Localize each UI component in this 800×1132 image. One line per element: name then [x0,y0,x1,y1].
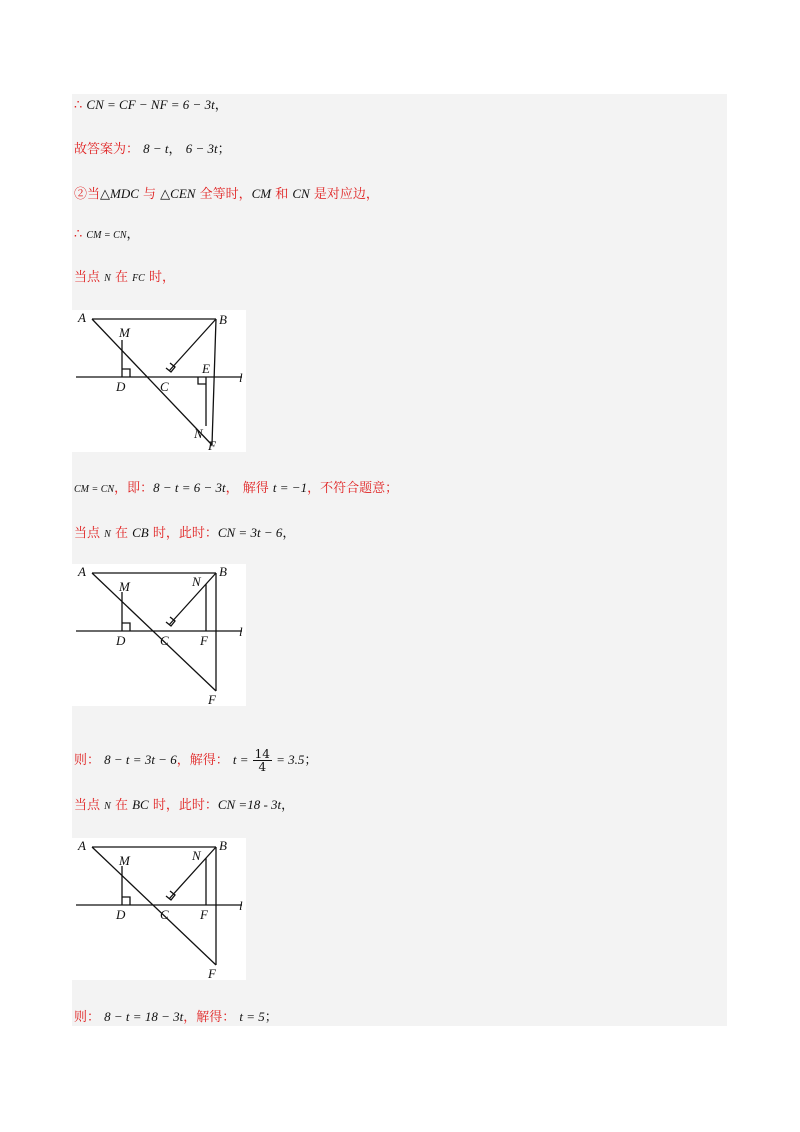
label-d: D [116,633,126,648]
therefore-symbol: ∴ [74,98,83,113]
triangle-cen: △CEN [160,186,196,201]
punct: ， [168,142,182,157]
label-c: C [160,907,169,922]
formula: CM = CN [74,484,115,495]
text: 当点 [74,526,105,541]
label-m: M [119,325,130,340]
text: ②当 [74,187,101,202]
text: 时， [144,270,175,285]
text: ， 解得 [225,481,273,496]
text: ，不符合题意； [307,481,399,496]
text: 则： [74,1010,101,1025]
label-n: N [192,848,201,863]
line-case-3-result [74,1008,278,1027]
segment-bc: BC [132,797,149,812]
label-d: D [116,907,126,922]
side-cm: CM [251,186,272,201]
equation: 8 − t = 3t − 6 [104,752,177,767]
label-b: B [219,312,227,327]
text: 当点 [74,798,105,813]
label-e: E [202,361,210,376]
segment-cb: CB [132,525,149,540]
label-a: A [78,838,86,853]
text: 当点 [74,270,105,285]
text: 在 [110,798,133,813]
punct: ； [217,142,231,157]
text: ，解得： [183,1010,236,1025]
line-answer [74,140,231,159]
label-d: D [116,379,126,394]
solution: t = −1 [272,480,308,495]
punct: ， [281,798,295,813]
side-cn: CN [292,186,310,201]
punct: ， [214,98,228,113]
line-n-on-bc [74,796,294,816]
punct: ； [264,1010,278,1025]
point-n: N [104,529,111,540]
label-f: F [208,692,216,706]
answer-a: 8 − t [143,141,169,156]
label-f-foot: F [200,633,208,648]
geometry-figure-3 [72,838,246,980]
answer-label: 故答案为： [74,142,140,157]
geometry-figure-2 [72,564,246,706]
text: 是对应边， [309,187,379,202]
label-a: A [78,564,86,579]
point-n: N [104,273,111,284]
label-l: l [239,370,243,385]
text: 则： [74,753,101,768]
formula: CM = CN [86,230,127,241]
fraction [253,748,272,773]
text: 在 [110,270,133,285]
label-c: C [160,633,169,648]
text: ，解得： [176,753,229,768]
line-congruent-case [74,185,379,204]
label-f: F [208,438,216,452]
label-n: N [192,574,201,589]
label-n: N [194,426,203,441]
equation: 8 − t = 18 − 3t [104,1009,184,1024]
label-f-foot: F [200,907,208,922]
formula: CN = CF − NF = 6 − 3t [86,97,215,112]
fraction-numerator: 14 [254,747,270,761]
label-b: B [219,838,227,853]
text: 全等时， [195,187,252,202]
solution: t = 5 [239,1009,265,1024]
geometry-figure-1 [72,310,246,452]
line-case-2-result [74,745,317,776]
punct: ， [126,227,140,242]
formula: CN = 3t − 6 [217,525,283,540]
label-c: C [160,379,169,394]
therefore-symbol: ∴ [74,227,83,242]
solution-lhs: t = [232,752,249,767]
line-cm-cn [74,226,140,245]
text: 时，此时： [148,526,218,541]
segment-fc: FC [132,273,145,284]
line-case-1-result [74,479,398,499]
text: 在 [110,526,133,541]
figure-2-svg [72,564,246,706]
label-m: M [119,853,130,868]
text: 与 [138,187,161,202]
solution-rhs: = 3.5 [276,752,305,767]
label-a: A [78,310,86,325]
punct: ， [282,526,296,541]
fraction-denominator: 4 [258,760,267,774]
label-l: l [239,898,243,913]
triangle-mdc: △MDC [100,186,139,201]
line-cn-cf-nf [74,96,228,115]
text: ，即： [114,481,154,496]
answer-b: 6 − 3t [185,141,218,156]
figure-1-svg [72,310,246,452]
figure-3-svg [72,838,246,980]
point-n: N [104,801,111,812]
punct: ； [304,753,318,768]
line-n-on-fc [74,269,175,288]
formula: CN =18 - 3t [217,797,282,812]
equation: 8 − t = 6 − 3t [153,480,226,495]
label-b: B [219,564,227,579]
label-l: l [239,624,243,639]
label-m: M [119,579,130,594]
line-n-on-cb [74,524,295,544]
label-f: F [208,966,216,980]
text: 时，此时： [148,798,218,813]
text: 和 [271,187,293,202]
